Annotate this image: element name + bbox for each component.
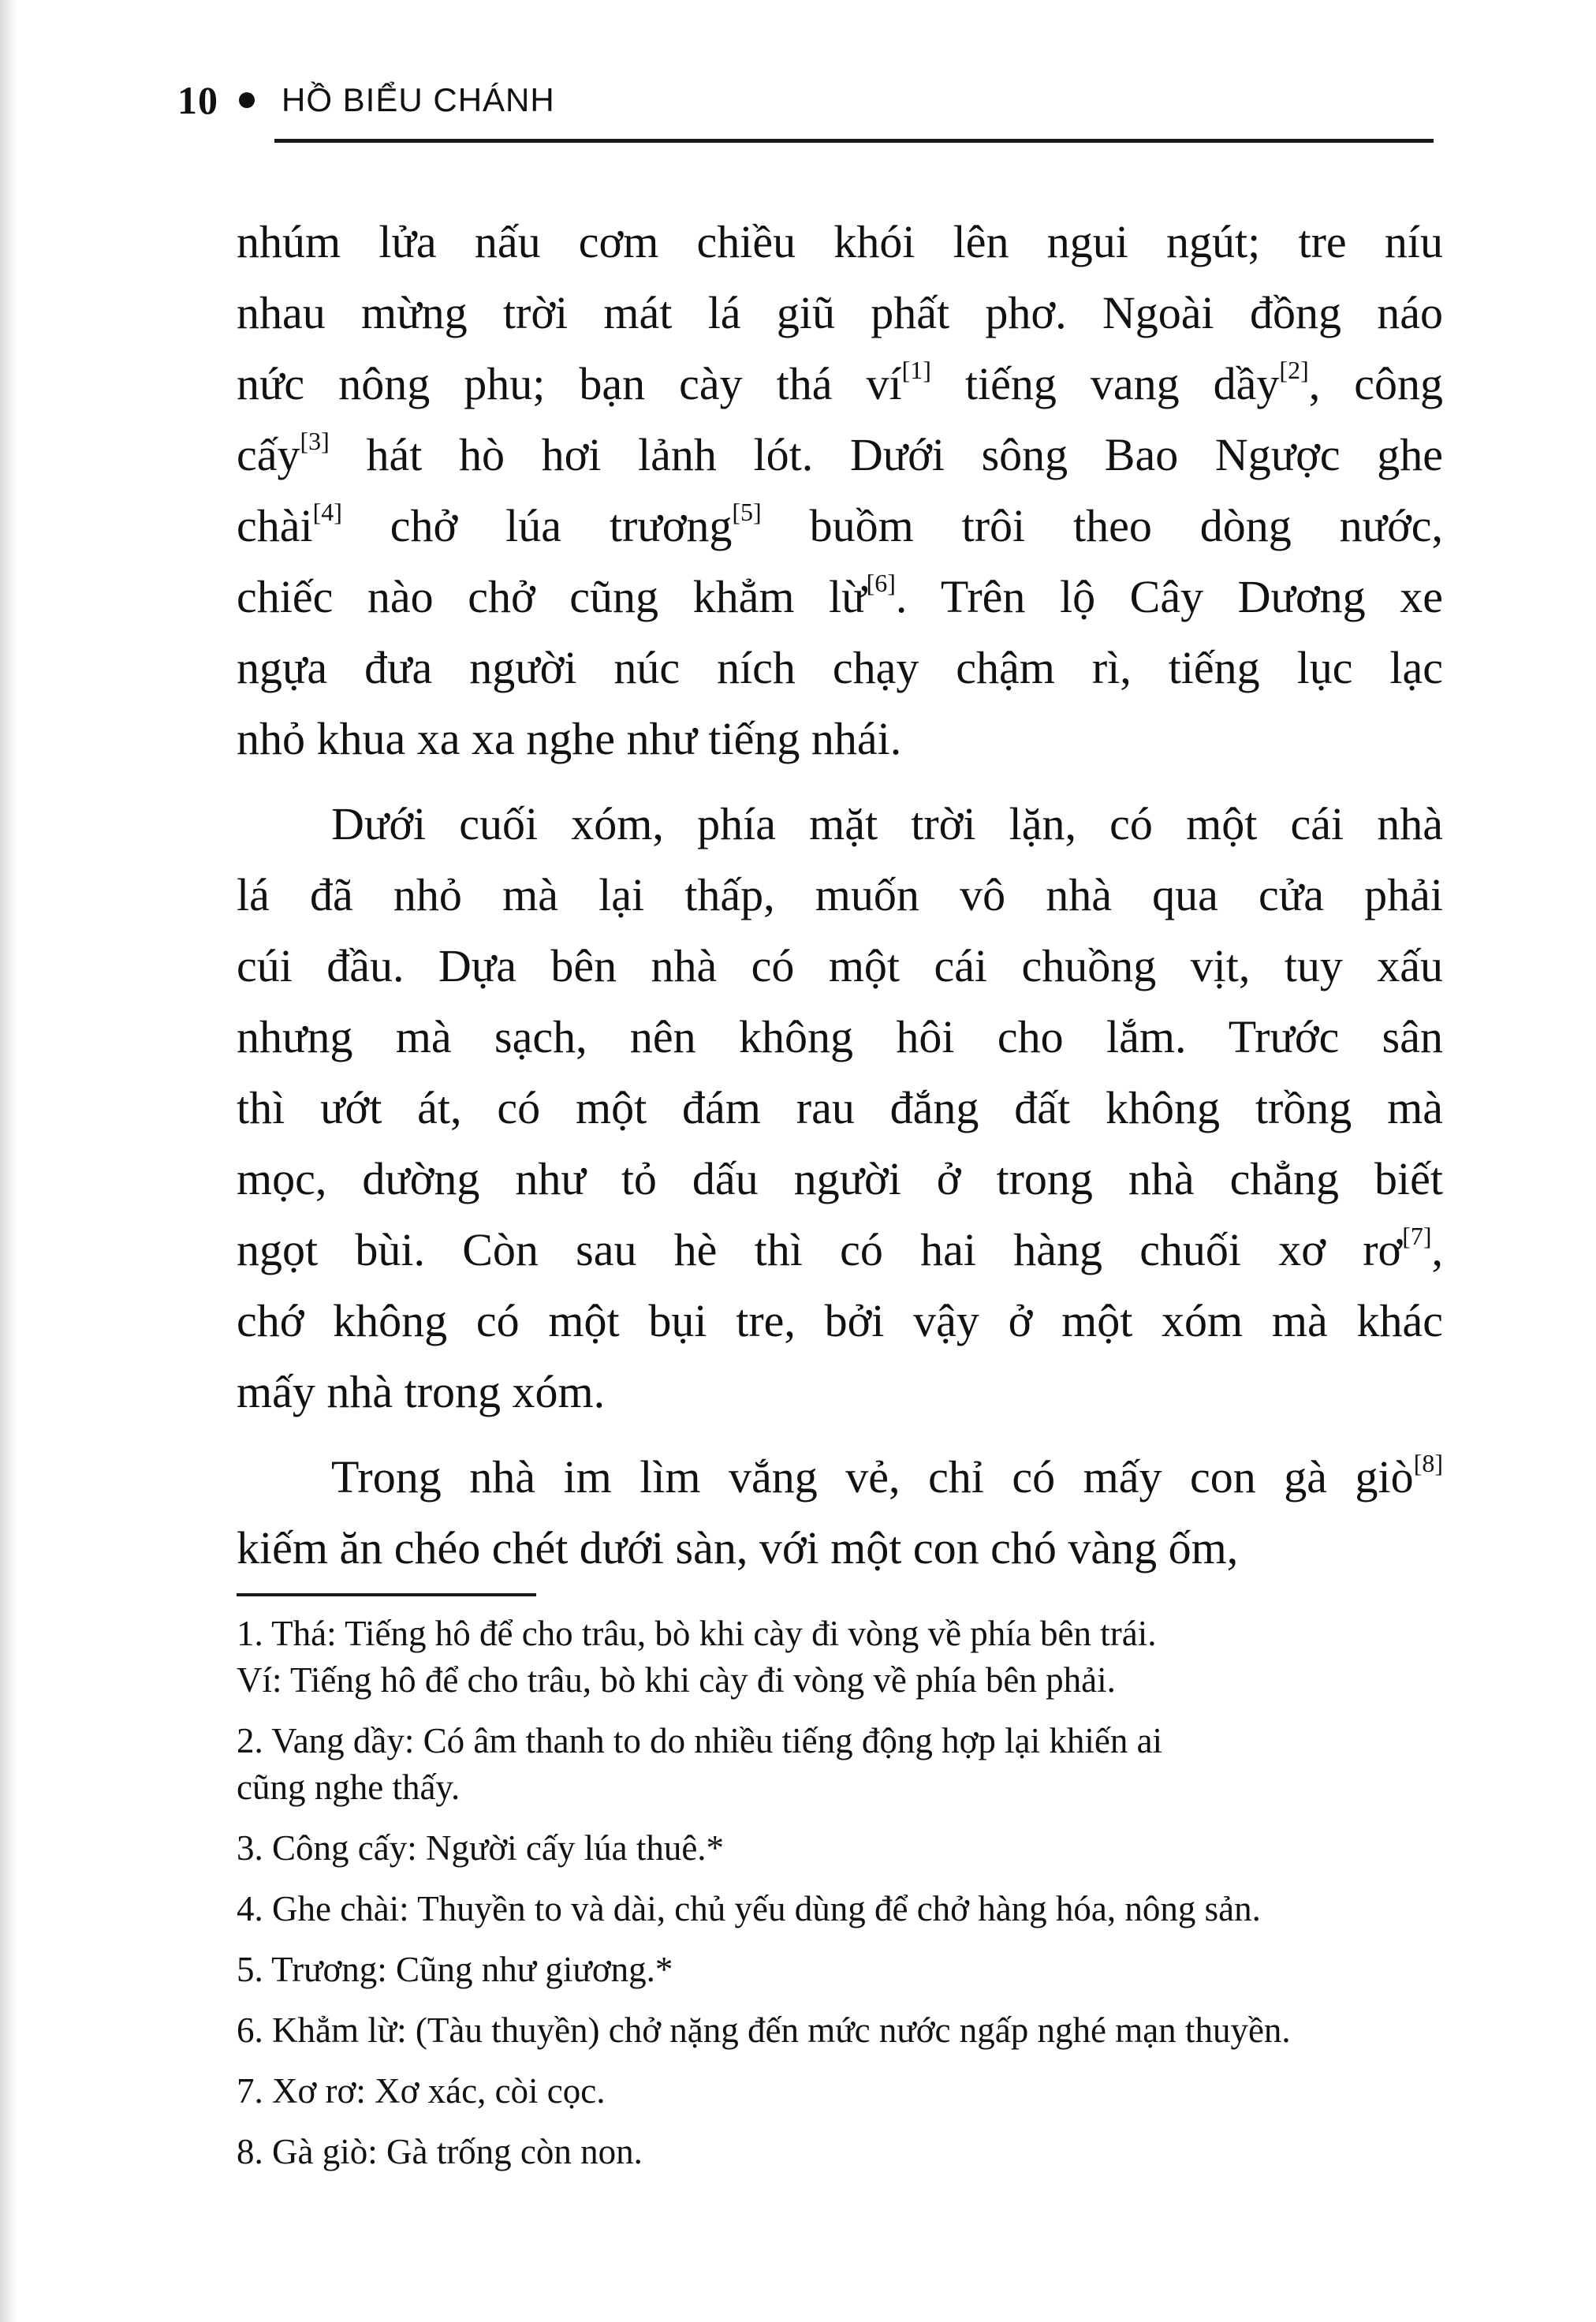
body-text <box>237 207 1443 1584</box>
footnote-line: 3. Công cấy: Người cấy lúa thuê.* <box>237 1828 725 1868</box>
text-line <box>237 420 1443 491</box>
text-segment: buồm trôi theo dòng nước, <box>761 500 1443 551</box>
footnotes <box>237 1611 1451 2189</box>
footnote <box>237 2007 1451 2054</box>
footnote-line: 6. Khẳm lừ: (Tàu thuyền) chở nặng đến mức nước ngấp nghé mạn thuyền. <box>237 2010 1291 2050</box>
footnote <box>237 1947 1451 1993</box>
text-segment: chở lúa trương <box>341 500 733 551</box>
footnote <box>237 1825 1451 1872</box>
text-line: Dưới cuối xóm, phía mặt trời lặn, có một cái nhà <box>331 798 1443 849</box>
text-line: nhúm lửa nấu cơm chiều khói lên ngui ngút; tre níu <box>237 216 1443 267</box>
header-rule <box>274 139 1434 143</box>
text-segment: tiếng vang dầy <box>930 358 1280 409</box>
text-line: nhau mừng trời mát lá giũ phất phơ. Ngoài đồng náo <box>237 287 1443 338</box>
paragraph-gap <box>237 775 1443 789</box>
text-line: mọc, dường như tỏ dấu người ở trong nhà chẳng biết <box>237 1153 1443 1204</box>
footnote-line: 1. Thá: Tiếng hô để cho trâu, bò khi cày đi vòng về phía bên trái. <box>237 1614 1157 1653</box>
text-segment: hát hò hơi lảnh lót. Dưới sông Bao Ngược ghe <box>329 429 1443 480</box>
footnote-marker: [4] <box>312 498 342 526</box>
text-line: kiếm ăn chéo chét dưới sàn, với một con chó vàng ốm, <box>237 1522 1239 1574</box>
footnote-marker: [5] <box>732 498 762 526</box>
footnote-line: 8. Gà giò: Gà trống còn non. <box>237 2132 643 2171</box>
footnote <box>237 1886 1451 1932</box>
page-number: 10 <box>177 78 218 122</box>
text-line: cúi đầu. Dựa bên nhà có một cái chuồng vịt, tuy xấu <box>237 940 1443 991</box>
footnote-rule <box>237 1593 536 1596</box>
footnote <box>237 1611 1451 1704</box>
text-line: chớ không có một bụi tre, bởi vậy ở một xóm mà khác <box>237 1295 1443 1346</box>
text-line <box>237 349 1443 420</box>
paragraph <box>237 1442 1443 1584</box>
footnote <box>237 2129 1451 2175</box>
text-segment: chài <box>237 500 313 551</box>
paragraph <box>237 207 1443 775</box>
footnote-marker: [1] <box>901 356 931 384</box>
footnote-line: 5. Trương: Cũng như giương.* <box>237 1950 673 1989</box>
text-segment: ngọt bùi. Còn sau hè thì có hai hàng chuối xơ rơ <box>237 1224 1403 1275</box>
binding-shadow <box>0 0 17 2322</box>
footnote-marker: [2] <box>1279 356 1309 384</box>
text-line: ngựa đưa người núc ních chạy chậm rì, tiếng lục lạc <box>237 642 1443 693</box>
text-segment: . Trên lộ Cây Dương xe <box>895 571 1443 622</box>
text-line <box>237 1442 1443 1513</box>
footnote-marker: [8] <box>1413 1449 1443 1477</box>
footnote <box>237 2068 1451 2115</box>
text-segment: chiếc nào chở cũng khẳm lừ <box>237 571 867 622</box>
footnote-line: 4. Ghe chài: Thuyền to và dài, chủ yếu dùng để chở hàng hóa, nông sản. <box>237 1889 1261 1928</box>
footnote-marker: [3] <box>300 427 330 455</box>
text-segment: , <box>1431 1224 1443 1275</box>
footnote-line: Ví: Tiếng hô để cho trâu, bò khi cày đi vòng về phía bên phải. <box>237 1660 1116 1700</box>
text-segment: , công <box>1308 358 1443 409</box>
text-segment: nức nông phu; bạn cày thá ví <box>237 358 902 409</box>
footnote-line: 7. Xơ rơ: Xơ xác, còi cọc. <box>237 2071 606 2111</box>
text-line <box>237 1215 1443 1286</box>
text-line: lá đã nhỏ mà lại thấp, muốn vô nhà qua cửa phải <box>237 869 1443 920</box>
page-header <box>177 73 555 128</box>
text-segment: Trong nhà im lìm vắng vẻ, chỉ có mấy con gà giò <box>331 1451 1414 1503</box>
footnote-marker: [6] <box>866 569 896 597</box>
footnote-marker: [7] <box>1402 1222 1432 1250</box>
footnote-line: 2. Vang dầy: Có âm thanh to do nhiều tiếng động hợp lại khiến ai <box>237 1721 1163 1760</box>
text-line <box>237 562 1443 633</box>
footnote-line: cũng nghe thấy. <box>237 1768 461 1807</box>
paragraph-gap <box>237 1428 1443 1442</box>
text-line: mấy nhà trong xóm. <box>237 1366 606 1417</box>
text-line <box>237 491 1443 562</box>
footnote <box>237 1718 1451 1811</box>
text-line: thì ướt át, có một đám rau đắng đất không trồng mà <box>237 1082 1443 1133</box>
running-title: HỒ BIỂU CHÁNH <box>282 81 555 118</box>
paragraph <box>237 789 1443 1428</box>
text-line: nhỏ khua xa xa nghe như tiếng nhái. <box>237 713 902 764</box>
text-line: nhưng mà sạch, nên không hôi cho lắm. Trước sân <box>237 1011 1443 1062</box>
text-segment: cấy <box>237 429 300 480</box>
bullet-icon <box>239 92 255 108</box>
